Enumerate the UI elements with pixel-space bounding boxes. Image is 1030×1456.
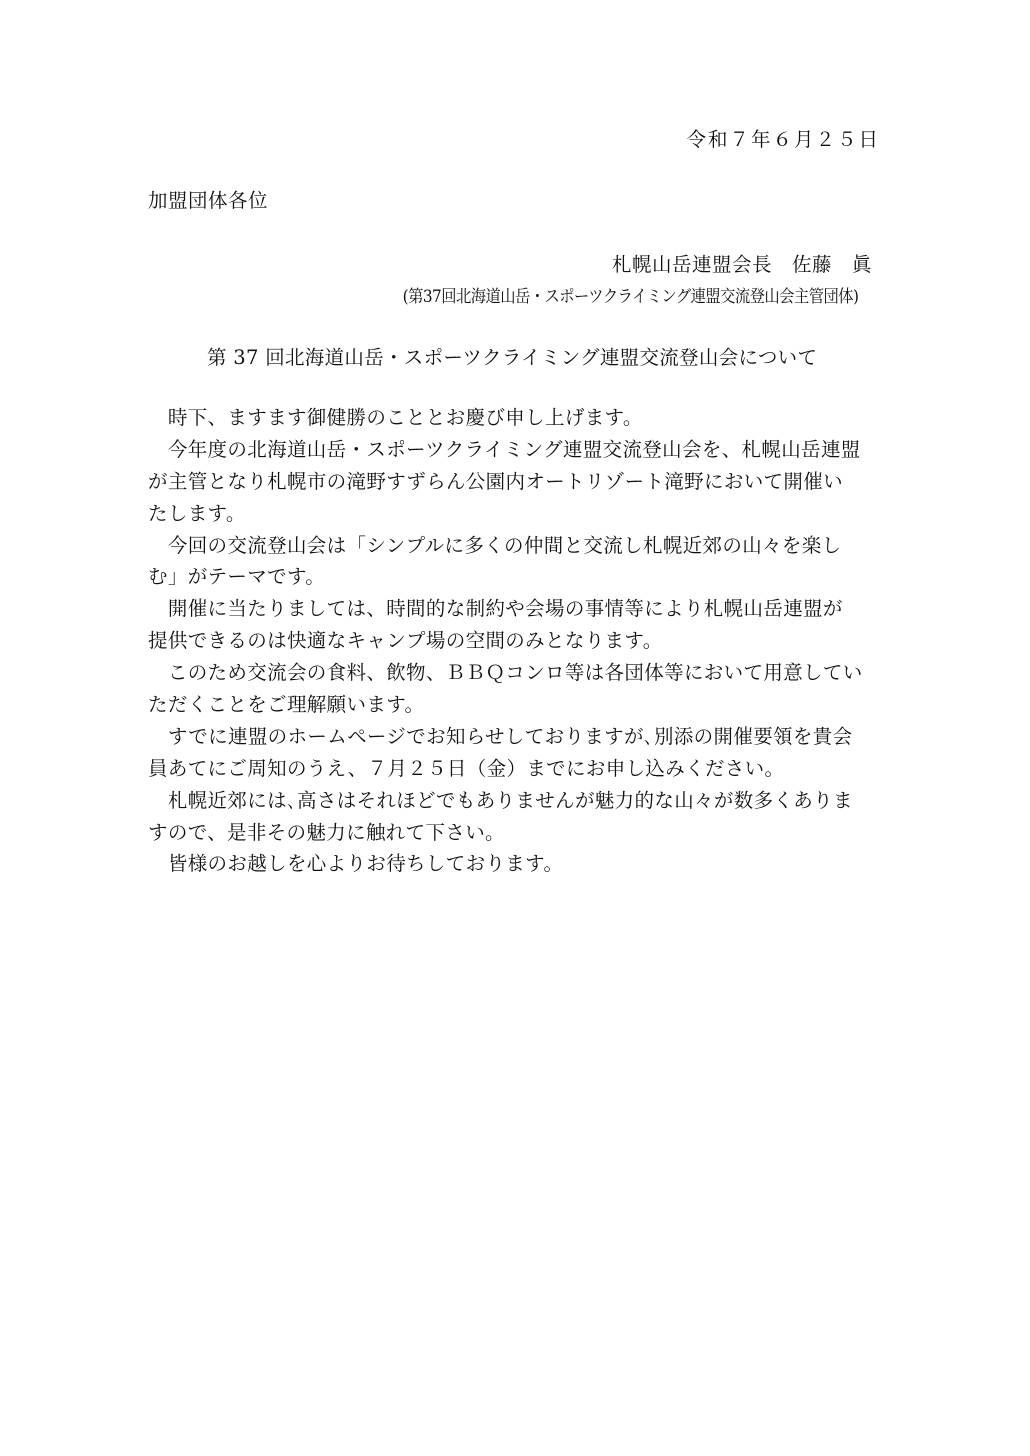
- document-date: 令和７年６月２５日: [686, 128, 880, 151]
- body-line: 札幌近郊には､高さはそれほどでもありませんが魅力的な山々が数多くありま: [148, 788, 853, 812]
- body-line: 提供できるのは快適なキャンプ場の空間のみとなります。: [148, 629, 663, 653]
- sender-organization: (第37回北海道山岳・スポーツクライミング連盟交流登山会主管団体): [402, 287, 858, 307]
- body-line: が主管となり札幌市の滝野すずらん公園内オートリゾート滝野において開催い: [148, 469, 843, 493]
- body-line: 開催に当たりましては、時間的な制約や会場の事情等により札幌山岳連盟が: [148, 597, 843, 621]
- body-line: 員あてにご周知のうえ、７月２５日（金）までにお申し込みください。: [148, 756, 785, 780]
- body-line: 時下、ますます御健勝のこととお慶び申し上げます。: [148, 406, 643, 429]
- sender-name: 札幌山岳連盟会長 佐藤 眞: [611, 253, 872, 276]
- body-line: 今回の交流登山会は「シンプルに多くの仲間と交流し札幌近郊の山々を楽し: [148, 533, 842, 557]
- body-line: 今年度の北海道山岳・スポーツクライミング連盟交流登山会を、札幌山岳連盟: [148, 437, 861, 461]
- body-line: たします。: [148, 501, 246, 525]
- body-line: すでに連盟のホームページでお知らせしておりますが､別添の開催要領を貴会: [148, 724, 853, 748]
- document-subject: 第 37 回北海道山岳・スポーツクライミング連盟交流登山会について: [207, 346, 818, 369]
- body-line: すので、是非その魅力に触れて下さい。: [148, 820, 505, 844]
- addressee: 加盟団体各位: [148, 189, 269, 212]
- body-line: 皆様のお越しを心よりお待ちしております。: [148, 852, 564, 876]
- letter-body: [148, 402, 888, 880]
- body-line: む」がテーマです。: [148, 565, 326, 589]
- body-line: ただくことをご理解願います。: [148, 693, 425, 717]
- body-line: このため交流会の食料、飲物、ＢＢＱコンロ等は各団体等において用意してい: [148, 661, 863, 685]
